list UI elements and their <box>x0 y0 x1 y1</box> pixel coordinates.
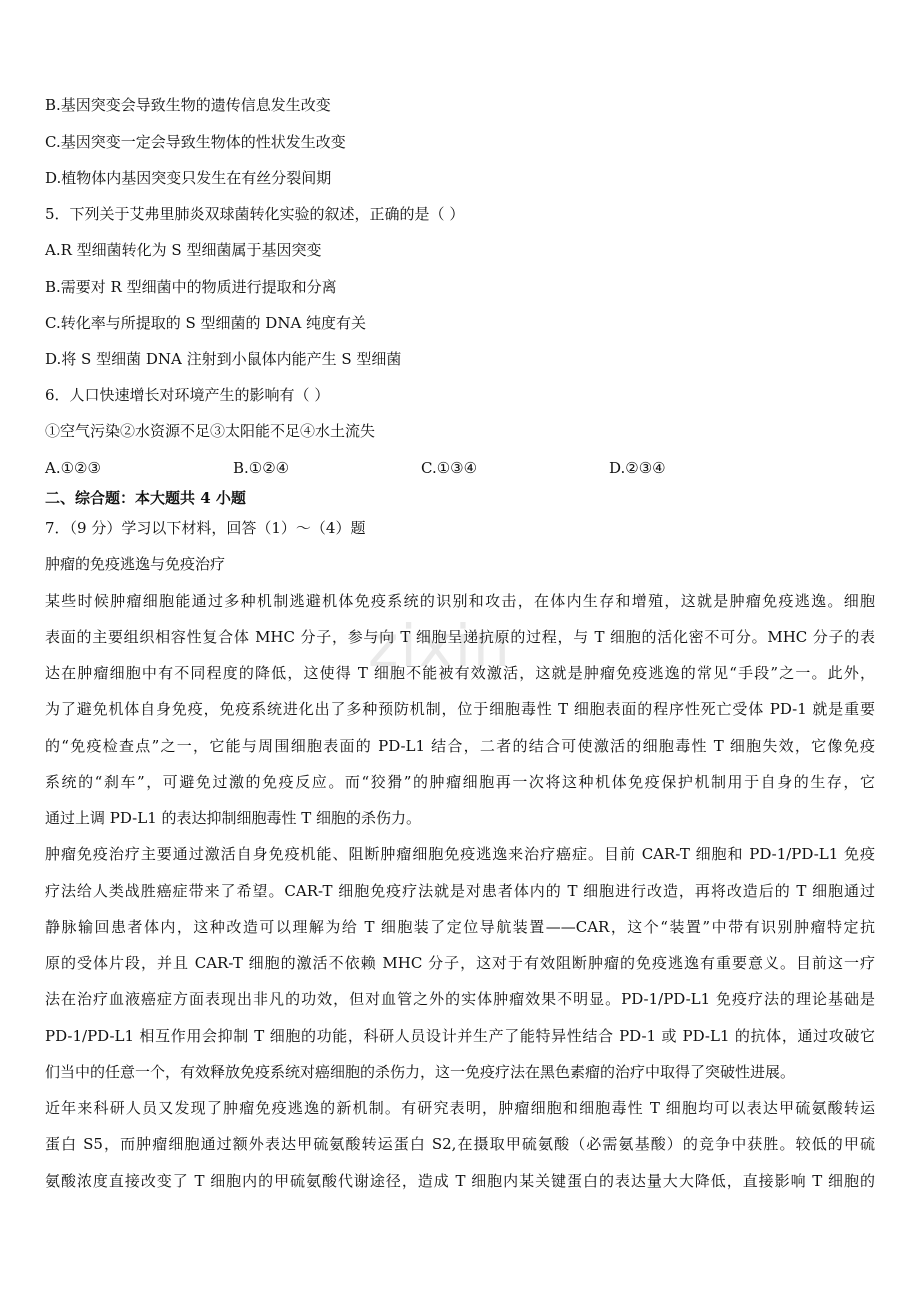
watermark-logo: zixin <box>368 612 512 680</box>
q6-option-b: B.①②④ <box>233 459 290 477</box>
q4-option-d: D.植物体内基因突变只发生在有丝分裂间期 <box>45 169 332 187</box>
q6-option-c: C.①③④ <box>421 459 478 477</box>
q4-option-c: C.基因突变一定会导致生物体的性状发生改变 <box>45 133 346 151</box>
paragraph-1-line: 系统的“刹车”，可避免过激的免疫反应。而“狡猾”的肿瘤细胞再一次将这种机体免疫保护机制用于自身的生存，它 <box>45 773 875 791</box>
q6-option-a: A.①②③ <box>45 459 101 477</box>
paragraph-2-line: 肿瘤免疫治疗主要通过激活自身免疫机能、阻断肿瘤细胞免疫逃逸来治疗癌症。目前 CAR-T 细胞和 PD-1/PD-L1 免疫 <box>45 845 875 863</box>
paragraph-1-line: 表面的主要组织相容性复合体 MHC 分子，参与向 T 细胞呈递抗原的过程，与 T 细胞的活化密不可分。MHC 分子的表 <box>45 628 875 646</box>
q5-option-a: A.R 型细菌转化为 S 型细菌属于基因突变 <box>45 241 322 259</box>
q6-option-d: D.②③④ <box>609 459 666 477</box>
paragraph-1-line: 某些时候肿瘤细胞能通过多种机制逃避机体免疫系统的识别和攻击，在体内生存和增殖，这就是肿瘤免疫逃逸。细胞 <box>45 592 875 610</box>
paragraph-1-line: 的“免疫检查点”之一，它能与周围细胞表面的 PD-L1 结合，二者的结合可使激活的细胞毒性 T 细胞失效，它像免疫 <box>45 737 875 755</box>
q6-stem: 6．人口快速增长对环境产生的影响有（ ） <box>45 386 330 404</box>
paragraph-2-line: 静脉输回患者体内，这种改造可以理解为给 T 细胞装了定位导航装置——CAR，这个“装置”中带有识别肿瘤特定抗 <box>45 918 875 936</box>
paragraph-1-line: 为了避免机体自身免疫，免疫系统进化出了多种预防机制，位于细胞毒性 T 细胞表面的程序性死亡受体 PD-1 就是重要 <box>45 700 875 718</box>
paragraph-2-line: 原的受体片段，并且 CAR-T 细胞的激活不依赖 MHC 分子，这对于有效阻断肿瘤的免疫逃逸有重要意义。目前这一疗 <box>45 954 875 972</box>
q4-option-b: B.基因突变会导致生物的遗传信息发生改变 <box>45 96 331 114</box>
q5-stem: 5．下列关于艾弗里肺炎双球菌转化实验的叙述，正确的是（ ） <box>45 205 465 223</box>
paragraph-2-line: 疗法给人类战胜癌症带来了希望。CAR-T 细胞免疫疗法就是对患者体内的 T 细胞进行改造，再将改造后的 T 细胞通过 <box>45 882 875 900</box>
article-title: 肿瘤的免疫逃逸与免疫治疗 <box>45 555 226 573</box>
paragraph-1-line: 达在肿瘤细胞中有不同程度的降低，这使得 T 细胞不能被有效激活，这就是肿瘤免疫逃逸的常见“手段”之一。此外， <box>45 664 875 682</box>
paragraph-2-line: 法在治疗血液癌症方面表现出非凡的功效，但对血管之外的实体肿瘤效果不明显。PD-1/PD-L1 免疫疗法的理论基础是 <box>45 990 875 1008</box>
q7-stem: 7．（9 分）学习以下材料，回答（1）～（4）题 <box>45 519 366 537</box>
paragraph-2-line: 们当中的任意一个，有效释放免疫系统对癌细胞的杀伤力，这一免疫疗法在黑色素瘤的治疗中取得了突破性进展。 <box>45 1063 796 1081</box>
q5-option-d: D.将 S 型细菌 DNA 注射到小鼠体内能产生 S 型细菌 <box>45 350 402 368</box>
q5-option-b: B.需要对 R 型细菌中的物质进行提取和分离 <box>45 278 337 296</box>
paragraph-3-line: 氨酸浓度直接改变了 T 细胞内的甲硫氨酸代谢途径，造成 T 细胞内某关键蛋白的表达量大大降低，直接影响 T 细胞的 <box>45 1172 875 1190</box>
paragraph-3-line: 蛋白 S5，而肿瘤细胞通过额外表达甲硫氨酸转运蛋白 S2,在摄取甲硫氨酸（必需氨基酸）的竞争中获胜。较低的甲硫 <box>45 1135 875 1153</box>
paragraph-3-line: 近年来科研人员又发现了肿瘤免疫逃逸的新机制。有研究表明，肿瘤细胞和细胞毒性 T 细胞均可以表达甲硫氨酸转运 <box>45 1099 875 1117</box>
q6-items: ①空气污染②水资源不足③太阳能不足④水土流失 <box>45 422 376 440</box>
q5-option-c: C.转化率与所提取的 S 型细菌的 DNA 纯度有关 <box>45 314 367 332</box>
q6-options <box>45 458 875 478</box>
paragraph-2-line: PD-1/PD-L1 相互作用会抑制 T 细胞的功能，科研人员设计并生产了能特异性结合 PD-1 或 PD-L1 的抗体，通过攻破它 <box>45 1027 875 1045</box>
paragraph-1-line: 通过上调 PD-L1 的表达抑制细胞毒性 T 细胞的杀伤力。 <box>45 809 422 827</box>
section-heading: 二、综合题：本大题共 4 小题 <box>45 489 246 507</box>
